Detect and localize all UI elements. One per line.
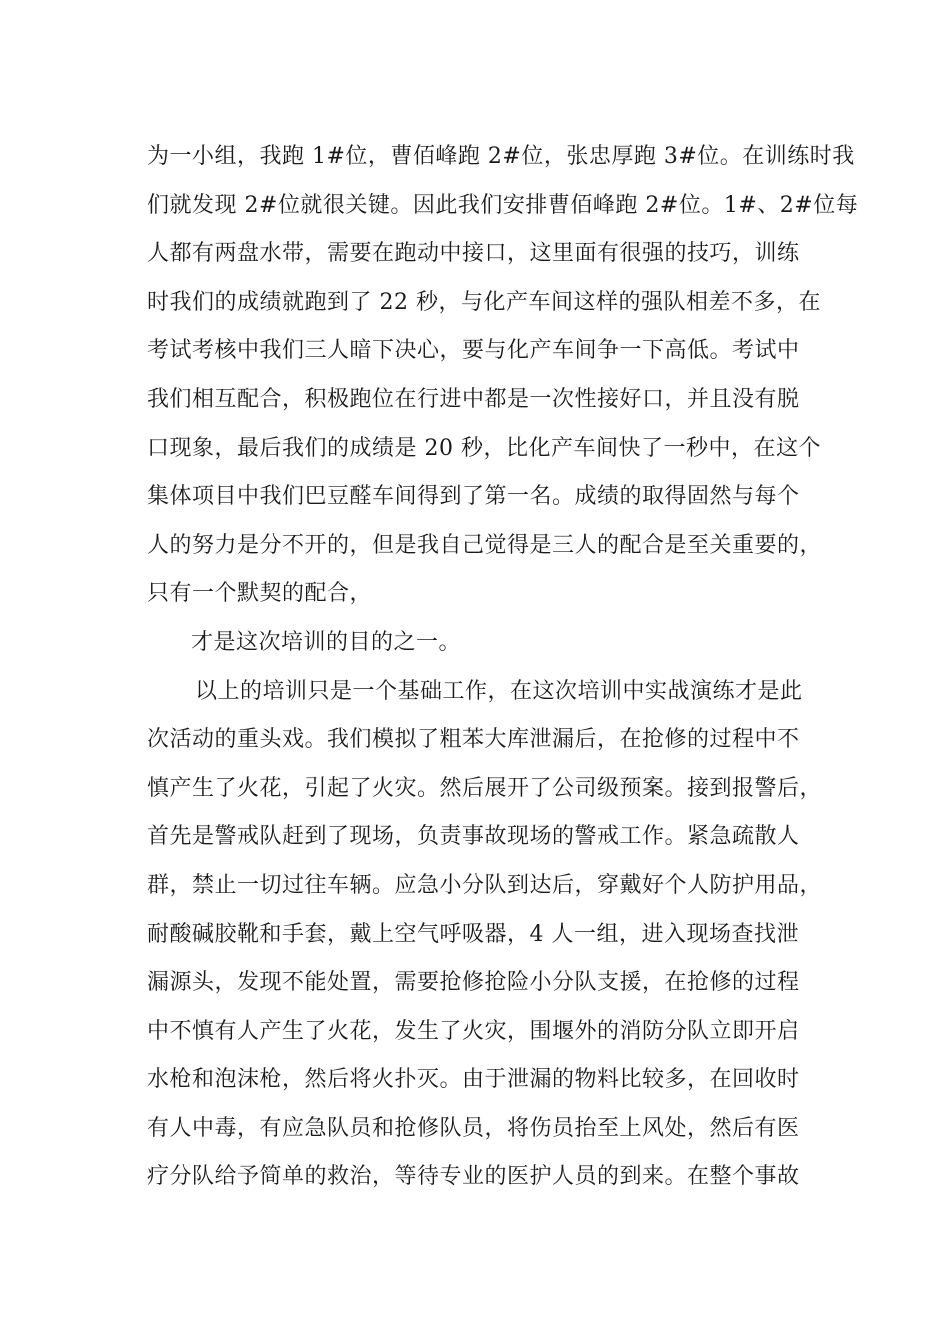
text-line: 漏源头，发现不能处置，需要抢修抢险小分队支援，在抢修的过程: [147, 970, 800, 996]
document-body: [147, 133, 859, 1202]
text-line: 耐酸碱胶靴和手套，戴上空气呼吸器，4 人一组，进入现场查找泄: [147, 921, 799, 947]
text-line: 疗分队给予简单的救治，等待专业的医护人员的到来。在整个事故: [147, 1164, 800, 1190]
text-line: 次活动的重头戏。我们模拟了粗苯大库泄漏后，在抢修的过程中不: [147, 727, 800, 753]
text-line: 口现象，最后我们的成绩是 20 秒，比化产车间快了一秒中，在这个: [147, 435, 821, 461]
text-line: 我们相互配合，积极跑位在行进中都是一次性接好口，并且没有脱: [147, 386, 800, 412]
text-line: 有人中毒，有应急队员和抢修队员，将伤员抬至上风处，然后有医: [147, 1115, 800, 1141]
text-line: 以上的培训只是一个基础工作，在这次培训中实战演练才是此: [195, 678, 803, 704]
text-line: 水枪和泡沫枪，然后将火扑灭。由于泄漏的物料比较多，在回收时: [147, 1067, 800, 1093]
text-line: 人的努力是分不开的，但是我自己觉得是三人的配合是至关重要的，: [147, 532, 823, 558]
text-line: 中不慎有人产生了火花，发生了火灾，围堰外的消防分队立即开启: [147, 1018, 800, 1044]
text-line: 考试考核中我们三人暗下决心，要与化产车间争一下高低。考试中: [147, 338, 800, 364]
text-line: 只有一个默契的配合，: [147, 581, 373, 607]
text-line: 群，禁止一切过往车辆。应急小分队到达后，穿戴好个人防护用品，: [147, 872, 823, 898]
text-line: 们就发现 2#位就很关键。因此我们安排曹佰峰跑 2#位。1#、2#位每: [147, 192, 859, 218]
text-line: 集体项目中我们巴豆醛车间得到了第一名。成绩的取得固然与每个: [147, 484, 800, 510]
text-line: 为一小组，我跑 1#位，曹佰峰跑 2#位，张忠厚跑 3#位。在训练时我: [147, 144, 855, 169]
text-line: 才是这次培训的目的之一。: [191, 629, 462, 655]
text-line: 人都有两盘水带，需要在跑动中接口，这里面有很强的技巧，训练: [147, 241, 800, 267]
text-line: 首先是警戒队赶到了现场，负责事故现场的警戒工作。紧急疏散人: [147, 824, 800, 850]
text-line: 时我们的成绩就跑到了 22 秒，与化产车间这样的强队相差不多，在: [147, 289, 821, 315]
text-line: 慎产生了火花，引起了火灾。然后展开了公司级预案。接到报警后，: [147, 775, 823, 801]
